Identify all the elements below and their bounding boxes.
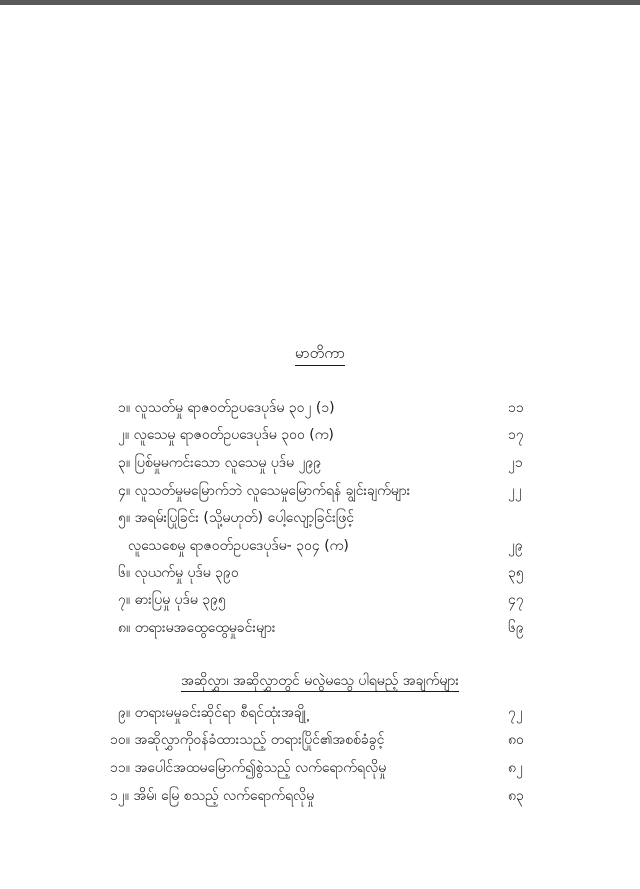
- toc-entry-label: ၂။ လူသေမှု ရာဇဝတ်ဥပဒေပုဒ်မ ၃၀၀ (က): [118, 427, 334, 443]
- section-entry-page: ၈၂: [508, 760, 523, 776]
- toc-entry-page: ၄၇: [508, 592, 524, 608]
- toc-title: [0, 344, 640, 366]
- section-entry-label: ၉။ တရားမမှုခင်းဆိုင်ရာ စီရင်ထုံးအချို့: [118, 705, 307, 721]
- toc-entry-label: ၅။ အရမ်းပြုခြင်း (သို့မဟုတ်) ပေါ့လျော့ခြင်းဖြင့်: [118, 510, 354, 526]
- toc-title-text: မာတိကာ: [295, 344, 345, 366]
- toc-entry-page: ၁၁: [508, 400, 524, 416]
- section-entry: [0, 701, 640, 725]
- top-border: [0, 0, 640, 5]
- toc-entry-label: ၃။ ပြစ်မှုမကင်းသော လူသေမှု ပုဒ်မ ၂၉၉: [118, 455, 322, 471]
- section-entry-label: ၁၂။ အိမ်၊ မြေ စသည့် လက်ရောက်ရလိုမှု: [110, 788, 315, 804]
- toc-entry: [0, 479, 640, 503]
- toc-entry: [0, 451, 640, 475]
- toc-entry: [0, 423, 640, 447]
- section-entry-page: ၈၃: [508, 788, 524, 804]
- section-entry: [0, 784, 640, 808]
- section-entry: [0, 756, 640, 780]
- section-entry-page: ၇၂: [508, 705, 523, 721]
- toc-entry: [0, 561, 640, 585]
- toc-entry-continuation: [0, 534, 640, 558]
- toc-entry-label: ၈။ တရားမအထွေထွေမှုခင်းများ: [118, 620, 276, 636]
- toc-entry: [0, 588, 640, 612]
- toc-entry-page: ၂၂: [508, 483, 522, 499]
- section-entry: [0, 728, 640, 752]
- toc-entry-label: ၄။ လူသတ်မှုမမြောက်ဘဲ လူသေမှုမြောက်ရန် ချွင်းချက်များ: [118, 483, 411, 499]
- section-entry-label: ၁၁။ အပေါင်အထမမြောက်၍စွဲသည့် လက်ရောက်ရလိုမှု: [110, 760, 387, 776]
- toc-entry-label: ၁။ လူသတ်မှု ရာဇဝတ်ဥပဒေပုဒ်မ ၃၀၂ (၁): [118, 400, 335, 416]
- toc-entry-label: ၇။ ဓားပြမှု ပုဒ်မ ၃၉၅: [118, 592, 226, 608]
- toc-entry-page: ၂၁: [508, 455, 523, 471]
- section-heading-text: အဆိုလွှာ၊ အဆိုလွှာတွင် မလွဲမသွေ ပါရမည့် အချက်များ: [181, 673, 459, 692]
- toc-entry-page: ၃၅: [508, 565, 524, 581]
- toc-entry: [0, 396, 640, 420]
- section-entry-label: ၁၀။ အဆိုလွှာကိုဝန်ခံထားသည့် တရားပြိုင်၏အစစ်ခံခွင့်: [110, 732, 385, 748]
- toc-entry-page: ၆၉: [508, 620, 524, 636]
- toc-entry-page: ၂၉: [508, 538, 523, 554]
- toc-entry-page: ၁၇: [508, 427, 524, 443]
- section-heading: [0, 671, 640, 692]
- toc-entry-label: ၆။ လုယက်မှု ပုဒ်မ ၃၉၀: [118, 565, 239, 581]
- section-entry-page: ၈၀: [508, 732, 524, 748]
- toc-entry-label: လူသေစေမှု ရာဇဝတ်ဥပဒေပုဒ်မ- ၃၀၄ (က): [128, 538, 349, 554]
- toc-entry: [0, 616, 640, 640]
- toc-entry: [0, 506, 640, 530]
